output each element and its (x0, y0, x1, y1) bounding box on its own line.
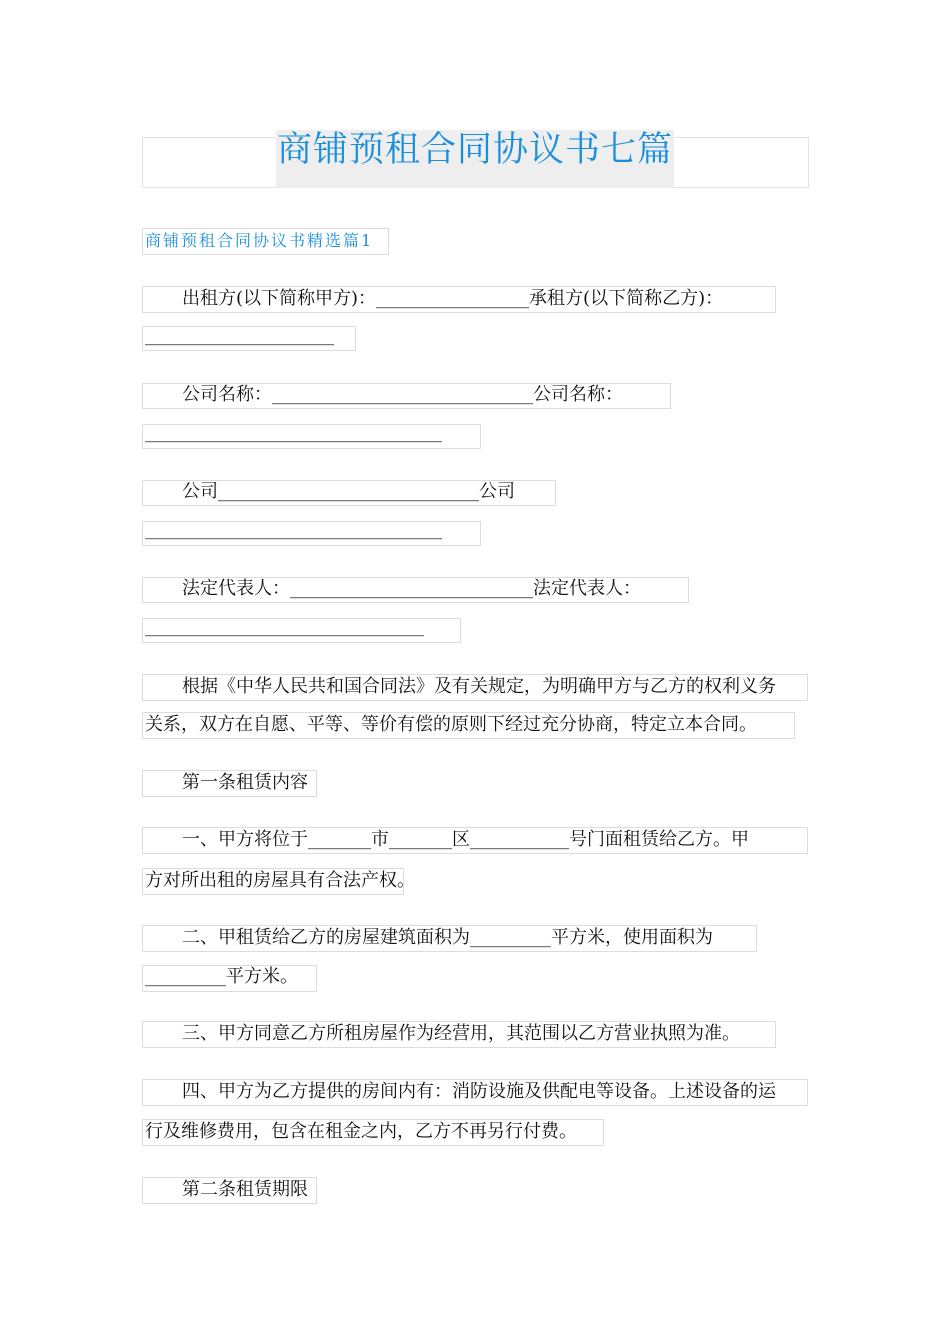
text-line: 出租方(以下简称甲方)：_________________承租方(以下简称乙方)： (182, 288, 724, 309)
text-line: _________________________________ (145, 422, 442, 443)
text-line: 关系，双方在自愿、平等、等价有偿的原则下经过充分协商，特定立本合同。 (145, 714, 757, 735)
text-line: _________平方米。 (145, 966, 298, 987)
section-heading: 第一条租赁内容 (182, 772, 308, 793)
text-line: 一、甲方将位于_______市_______区___________号门面租赁给乙方。甲 (182, 829, 749, 850)
text-line: 根据《中华人民共和国合同法》及有关规定，为明确甲方与乙方的权利义务 (182, 676, 776, 697)
text-line: 公司名称：_____________________________公司名称： (182, 384, 623, 405)
text-line: 法定代表人：___________________________法定代表人： (182, 578, 641, 599)
text-line: 方对所出租的房屋具有合法产权。 (145, 870, 415, 891)
section-subtitle: 商铺预租合同协议书精选篇1 (145, 231, 374, 250)
text-line: 行及维修费用，包含在租金之内，乙方不再另行付费。 (145, 1121, 577, 1142)
text-line: 三、甲方同意乙方所租房屋作为经营用，其范围以乙方营业执照为准。 (182, 1023, 740, 1044)
document-title: 商铺预租合同协议书七篇 (276, 130, 673, 170)
text-line: _________________________________ (145, 519, 442, 540)
text-line: 二、甲租赁给乙方的房屋建筑面积为_________平方米，使用面积为 (182, 927, 713, 948)
text-line: _____________________ (145, 325, 334, 346)
section-heading: 第二条租赁期限 (182, 1179, 308, 1200)
text-line: 四、甲方为乙方提供的房间内有：消防设施及供配电等设备。上述设备的运 (182, 1081, 776, 1102)
text-line: 公司_____________________________公司 (182, 481, 515, 502)
text-line: _______________________________ (145, 616, 424, 637)
